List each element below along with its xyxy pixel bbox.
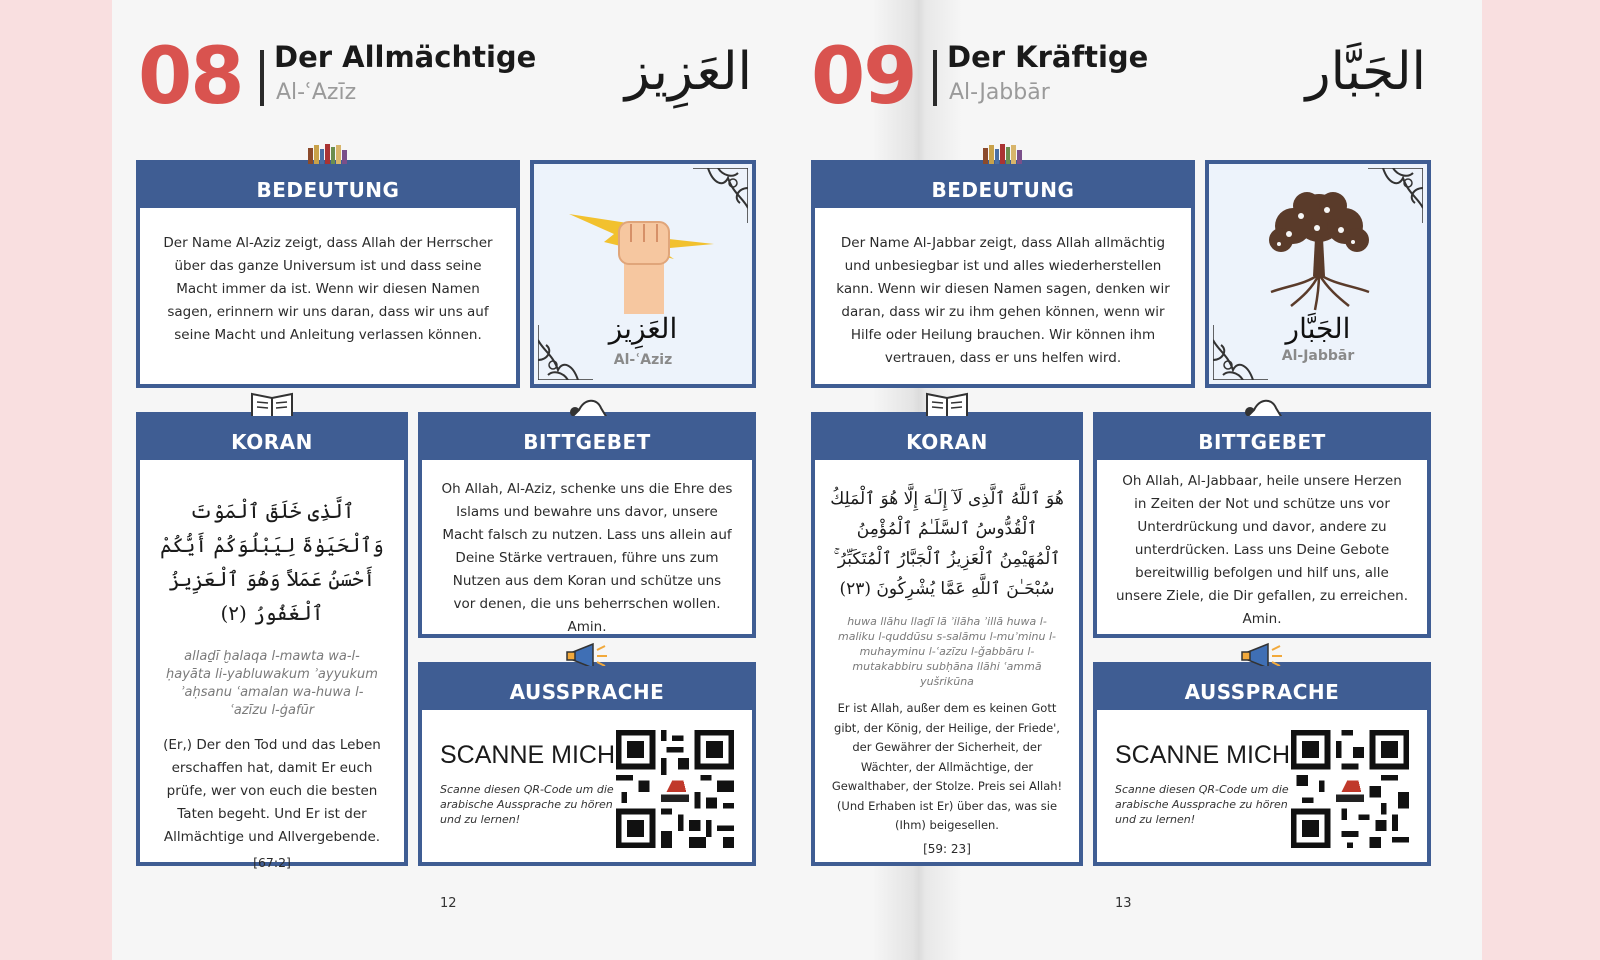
name-arabic: العَزِيز bbox=[624, 42, 752, 102]
header-divider bbox=[933, 50, 937, 106]
name-transliteration: Al-Jabbār bbox=[949, 80, 1050, 105]
koran-card bbox=[136, 412, 408, 870]
quran-reference: [59: 23] bbox=[923, 841, 971, 856]
name-title: Der Allmächtige bbox=[274, 40, 537, 74]
aussprache-heading: AUSSPRACHE bbox=[1097, 666, 1427, 710]
qr-code[interactable] bbox=[1291, 730, 1409, 848]
bittgebet-card bbox=[1093, 412, 1431, 638]
fist-lightning-icon bbox=[564, 204, 724, 314]
scan-title: SCANNE MICH bbox=[1115, 741, 1291, 769]
quran-transliteration: allaḏī ḫalaqa l-mawta wa-l-ḥayāta li-yabluwakum ʾayyukum ʾaḥsanu ʿamalan wa-huwa l-ʿazīzu l-ġafūr bbox=[166, 649, 378, 718]
bittgebet-heading: BITTGEBET bbox=[1097, 416, 1427, 460]
bedeutung-heading: BEDEUTUNG bbox=[815, 164, 1191, 208]
aussprache-heading: AUSSPRACHE bbox=[422, 666, 752, 710]
bittgebet-card bbox=[418, 412, 756, 638]
quran-reference: [67:2] bbox=[253, 855, 291, 870]
name-illustration-card bbox=[530, 160, 756, 388]
quran-arabic-verse: ٱلَّذِى خَلَقَ ٱلْمَوْتَ وَٱلْحَيَوٰةَ لِيَبْلُوَكُمْ أَيُّكُمْ أَحْسَنُ عَمَلاً وَهُوَ ٱلْعَزِيزُ ٱلْغَفُورُ (٢) bbox=[160, 499, 384, 625]
page-number: 13 bbox=[1115, 896, 1132, 911]
quran-translation: (Er,) Der den Tod und das Leben erschaffen hat, damit Er euch prüfe, wer von euch die besten Taten begeht. Und Er ist der Allmächtige und Allvergebende. bbox=[163, 737, 381, 845]
bedeutung-card bbox=[811, 160, 1195, 388]
illustration-latin-name: Al-Jabbār bbox=[1281, 348, 1355, 364]
koran-heading: KORAN bbox=[140, 416, 404, 460]
tree-icon bbox=[1257, 188, 1381, 312]
aussprache-card bbox=[1093, 662, 1431, 866]
scan-description: Scanne diesen QR-Code um die arabische Aussprache zu hören und zu lernen! bbox=[1115, 783, 1289, 826]
name-transliteration: Al-ʿAzīz bbox=[276, 80, 357, 105]
bittgebet-text: Oh Allah, Al-Jabbaar, heile unsere Herzen in Zeiten der Not und schütze uns vor Unterdrückung und davor, andere zu unterdrücken. Lass uns Deine Gebote bereitwillig befolgen und hilf uns, alle unsere Ziele, die Dir gefallen, zu erreichen. Amin. bbox=[1116, 473, 1408, 627]
bedeutung-card bbox=[136, 160, 520, 388]
bedeutung-text: Der Name Al-Aziz zeigt, dass Allah der Herrscher über das ganze Universum ist und dass seine Macht immer da ist. Wenn wir diesen Namen sagen, erinnern wir uns daran, dass wir uns auf seine Macht und Anleitung verlassen können. bbox=[163, 235, 493, 343]
scan-description: Scanne diesen QR-Code um die arabische Aussprache zu hören und zu lernen! bbox=[440, 783, 614, 826]
koran-heading: KORAN bbox=[815, 416, 1079, 460]
name-arabic: الجَبَّار bbox=[1305, 42, 1426, 102]
aussprache-card bbox=[418, 662, 756, 866]
name-number: 08 bbox=[138, 32, 243, 122]
scan-title: SCANNE MICH bbox=[440, 741, 616, 769]
illustration-arabic-name: العَزِيز bbox=[608, 312, 678, 345]
header-divider bbox=[260, 50, 264, 106]
name-number: 09 bbox=[811, 32, 916, 122]
quran-transliteration: huwa llāhu llaḏī lā ʾilāha ʾillā huwa l-maliku l-quddūsu s-salāmu l-muʾminu l-muhayminu l-ʿazīzu l-ǧabbāru l-mutakabbiru subḥāna llāhi ʿammā yušrikūna bbox=[837, 615, 1056, 688]
open-book bbox=[112, 0, 1482, 960]
bedeutung-text: Der Name Al-Jabbar zeigt, dass Allah allmächtig und unbesiegbar ist und alles wiederherstellen kann. Wenn wir diesen Namen sagen, denken wir daran, dass wir zu ihm gehen können, wenn wir Hilfe oder Heilung brauchen. Wir können ihm vertrauen, dass er uns helfen wird. bbox=[836, 235, 1170, 366]
name-title: Der Kräftige bbox=[947, 40, 1149, 74]
name-illustration-card bbox=[1205, 160, 1431, 388]
page-left bbox=[112, 0, 797, 960]
bedeutung-heading: BEDEUTUNG bbox=[140, 164, 516, 208]
bittgebet-heading: BITTGEBET bbox=[422, 416, 752, 460]
page-number: 12 bbox=[440, 896, 457, 911]
qr-code[interactable] bbox=[616, 730, 734, 848]
quran-translation: Er ist Allah, außer dem es keinen Gott gibt, der König, der Heilige, der Friede', der Gewährer der Sicherheit, der Wächter, der Allmächtige, der Gewalthaber, der Stolze. Preis sei Allah! (Und Erhaben ist Er) über das, was sie (Ihm) beigesellen. bbox=[831, 701, 1063, 832]
illustration-arabic-name: الجَبَّار bbox=[1285, 312, 1351, 345]
bittgebet-text: Oh Allah, Al-Aziz, schenke uns die Ehre des Islams und bewahre uns davor, unsere Macht falsch zu nutzen. Lass uns allein auf Deine Stärke vertrauen, führe uns zum Nutzen aus dem Koran und schütze uns vor denen, die uns beherrschen wollen. Amin. bbox=[441, 481, 733, 635]
page-right bbox=[797, 0, 1482, 960]
koran-card bbox=[811, 412, 1083, 866]
illustration-latin-name: Al-ʿAziz bbox=[613, 352, 673, 368]
quran-arabic-verse: هُوَ ٱللَّهُ ٱلَّذِى لَآ إِلَـٰهَ إِلَّا هُوَ ٱلْمَلِكُ ٱلْقُدُّوسُ ٱلسَّلَـٰمُ ٱلْمُؤْمِنُ ٱلْمُهَيْمِنُ ٱلْعَزِيزُ ٱلْجَبَّارُ ٱلْمُتَكَبِّرُ ۚ سُبْحَـٰنَ ٱللَّهِ عَمَّا يُشْرِكُونَ (٢٣) bbox=[830, 489, 1064, 599]
